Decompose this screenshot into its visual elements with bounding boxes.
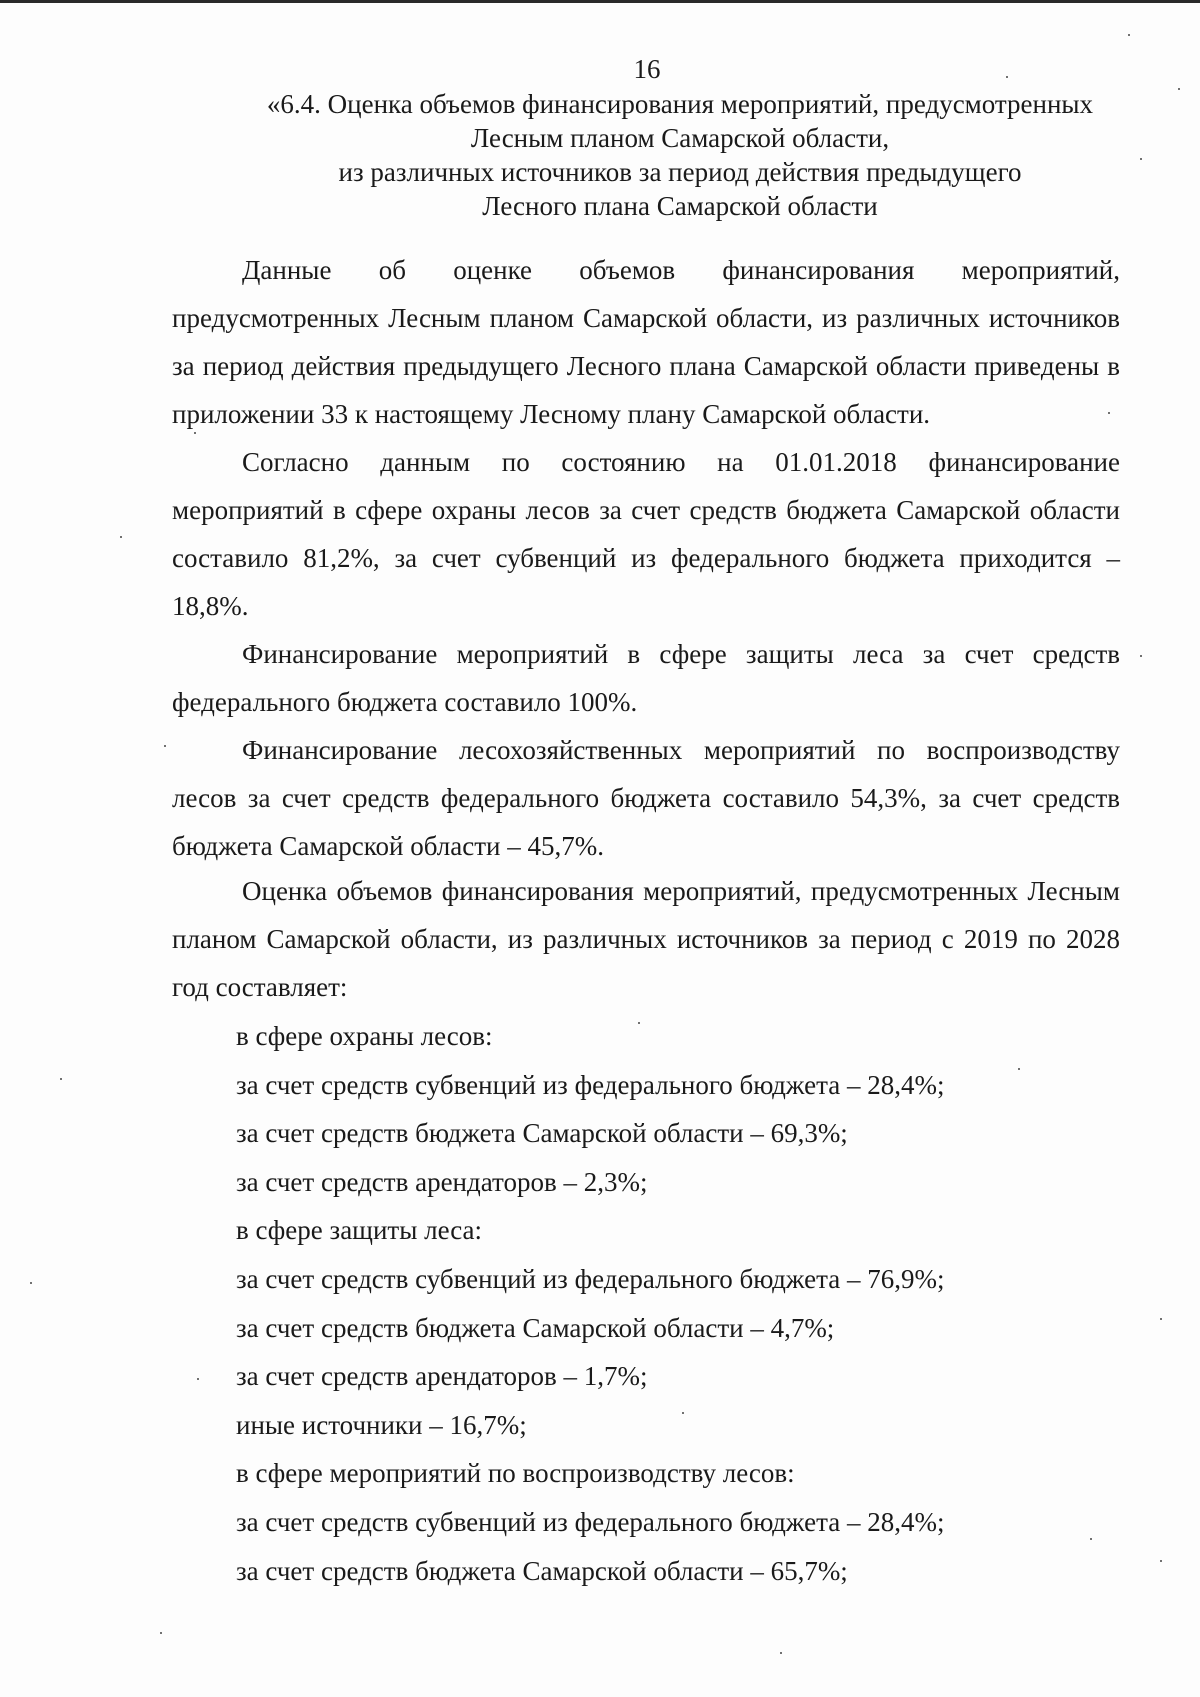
paragraph-forest-defense-financing — [172, 630, 1120, 726]
list-item: за счет средств субвенций из федерального бюджета – 76,9%; — [236, 1263, 945, 1294]
scan-speck — [1160, 1560, 1162, 1562]
scan-top-edge — [0, 0, 1200, 3]
scan-speck — [30, 1282, 32, 1284]
list-heading-forest-defense: в сфере защиты леса: — [236, 1215, 483, 1246]
scan-speck — [1018, 1068, 1020, 1070]
paragraph-data-reference — [172, 246, 1120, 438]
scan-speck — [1140, 655, 1142, 657]
scan-speck — [1108, 412, 1110, 414]
list-item: за счет средств арендаторов – 2,3%; — [236, 1166, 648, 1197]
heading-line-4: Лесного плана Самарской области — [482, 191, 878, 221]
paragraph-estimate-2019-2028 — [172, 867, 1120, 1011]
paragraph-text: Финансирование мероприятий в сфере защиты леса за счет средств федерального бюджета составило 100%. — [172, 639, 1120, 717]
list-item: за счет средств арендаторов – 1,7%; — [236, 1361, 648, 1392]
page-number: 16 — [633, 54, 661, 84]
section-heading — [230, 87, 1130, 223]
scan-speck — [1140, 158, 1142, 160]
heading-line-1: «6.4. Оценка объемов финансирования мероприятий, предусмотренных — [266, 89, 1094, 119]
scan-speck — [60, 1078, 62, 1080]
scan-speck — [780, 1652, 782, 1654]
list-item: за счет средств бюджета Самарской области – 4,7%; — [236, 1312, 835, 1343]
paragraph-reproduction-financing — [172, 726, 1120, 870]
paragraph-text: Согласно данным по состоянию на 01.01.2018 финансирование мероприятий в сфере охраны лесов за счет средств бюджета Самарской области составило 81,2%, за счет субвенций из федерального бюджета приходится – 18,8%. — [172, 447, 1120, 621]
list-heading-reproduction: в сфере мероприятий по воспроизводству лесов: — [236, 1458, 795, 1489]
scan-speck — [120, 536, 122, 538]
scan-speck — [197, 1378, 199, 1380]
list-item: за счет средств субвенций из федерального бюджета – 28,4%; — [236, 1069, 945, 1100]
list-item: иные источники – 16,7%; — [236, 1409, 527, 1440]
heading-line-3: из различных источников за период действия предыдущего — [338, 157, 1022, 187]
list-item: за счет средств бюджета Самарской области – 69,3%; — [236, 1118, 848, 1149]
scan-speck — [638, 1022, 640, 1024]
paragraph-text: Данные об оценке объемов финансирования мероприятий, предусмотренных Лесным планом Самарской области, из различных источников за период действия предыдущего Лесного плана Самарской области приведены в приложении 33 к настоящему Лесному плану Самарской области. — [172, 255, 1120, 429]
list-item: за счет средств субвенций из федерального бюджета – 28,4%; — [236, 1506, 945, 1537]
scan-speck — [1006, 76, 1008, 78]
scan-speck — [1160, 1318, 1162, 1320]
scan-speck — [160, 1632, 162, 1634]
list-item: за счет средств бюджета Самарской области – 65,7%; — [236, 1555, 848, 1586]
scan-speck — [1178, 88, 1180, 90]
scan-speck — [194, 432, 196, 434]
paragraph-forest-protection-2018 — [172, 438, 1120, 630]
scan-speck — [1090, 1538, 1092, 1540]
scan-speck — [164, 745, 166, 747]
paragraph-text: Оценка объемов финансирования мероприятий, предусмотренных Лесным планом Самарской области, из различных источников за период с 2019 по 2028 год составляет: — [172, 876, 1120, 1002]
financing-sources-list — [236, 1012, 1136, 1595]
scan-speck — [682, 1412, 684, 1414]
scan-speck — [1128, 34, 1130, 36]
heading-line-2: Лесным планом Самарской области, — [470, 123, 890, 153]
list-heading-forest-protection: в сфере охраны лесов: — [236, 1021, 493, 1051]
paragraph-text: Финансирование лесохозяйственных мероприятий по воспроизводству лесов за счет средств федерального бюджета составило 54,3%, за счет средств бюджета Самарской области – 45,7%. — [172, 735, 1120, 861]
